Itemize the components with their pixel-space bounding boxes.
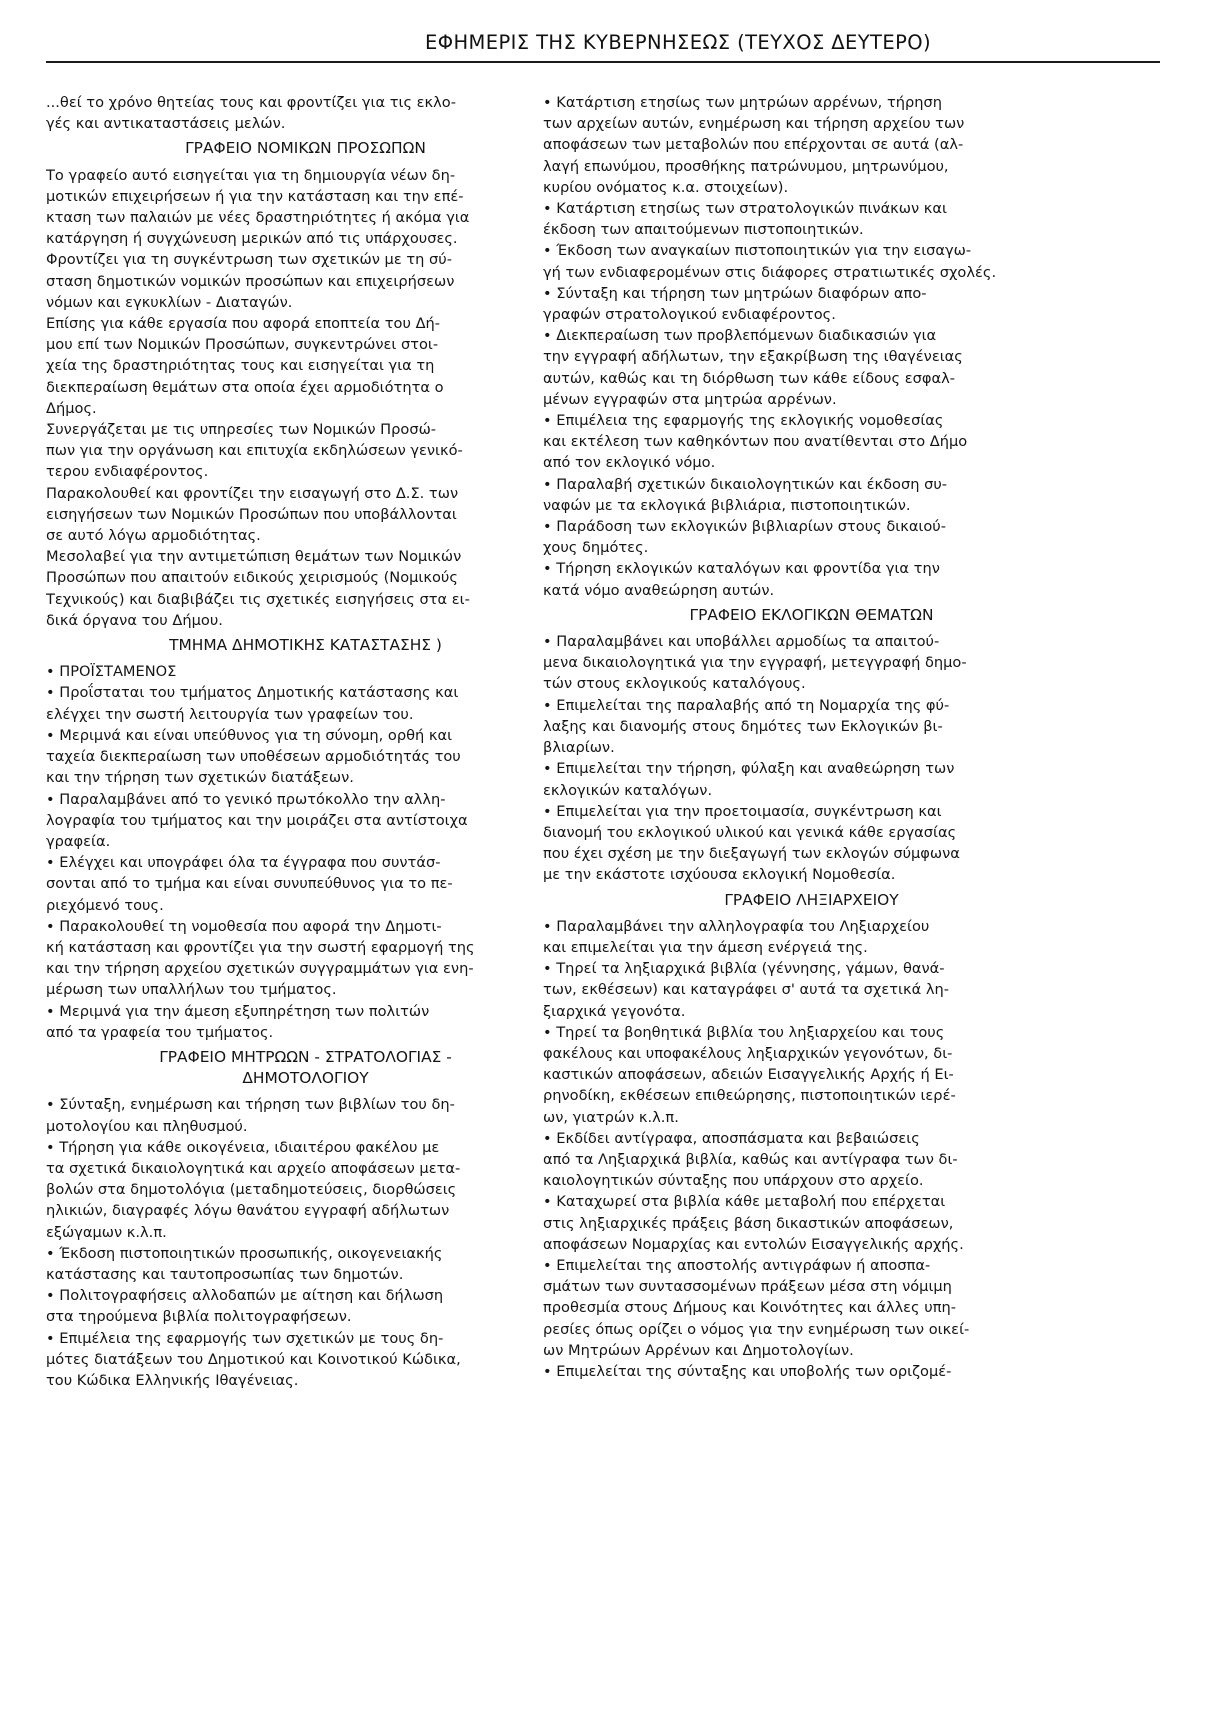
text-line: που έχει σχέση με την διεξαγωγή των εκλογών σύμφωνα — [543, 845, 960, 863]
section-heading: ΤΜΗΜΑ ΔΗΜΟΤΙΚΗΣ ΚΑΤΑΣΤΑΣΗΣ ) — [169, 636, 442, 655]
text-line: • Παραλαμβάνει από το γενικό πρωτόκολλο την αλλη- — [46, 790, 446, 808]
text-line: τών στους εκλογικούς καταλόγους. — [543, 675, 806, 693]
text-line: ελέγχει την σωστή λειτουργία των γραφείων του. — [46, 705, 414, 723]
text-line: καστικών αποφάσεων, αδειών Εισαγγελικής Αρχής ή Ει- — [543, 1066, 954, 1084]
text-line: αυτών, καθώς και τη διόρθωση των κάθε είδους εσφαλ- — [543, 369, 955, 387]
text-line: γραφών στρατολογικού ενδιαφέροντος. — [543, 306, 836, 324]
text-line: γές και αντικαταστάσεις μελών. — [46, 115, 286, 133]
text-line: ρεσίες όπως ορίζει ο νόμος για την ενημέρωση των οικεί- — [543, 1320, 970, 1338]
text-line: κατάργηση ή συγχώνευση μερικών από τις υπάρχουσες. — [46, 230, 458, 248]
text-line: Το γραφείο αυτό εισηγείται για τη δημιουργία νέων δη- — [46, 166, 456, 184]
text-line: Τεχνικούς) και διαβιβάζει τις σχετικές εισηγήσεις στα ει- — [46, 590, 470, 608]
text-line: σταση δημοτικών νομικών προσώπων και επιχειρήσεων — [46, 272, 455, 290]
text-line: εκλογικών καταλόγων. — [543, 781, 713, 799]
text-line: του Κώδικα Ελληνικής Ιθαγένειας. — [46, 1371, 299, 1389]
text-line: με την εκάστοτε ισχύουσα εκλογική Νομοθεσία. — [543, 866, 896, 884]
text-line: κατάστασης και ταυτοπροσωπίας των δημοτών. — [46, 1265, 404, 1283]
text-line: εισηγήσεων των Νομικών Προσώπων που υποβάλλονται — [46, 505, 457, 523]
text-line: ...θεί το χρόνο θητείας τους και φροντίζει για τις εκλο- — [46, 94, 456, 111]
text-line: κατά νόμο αναθεώρηση αυτών. — [543, 581, 775, 599]
text-line: και εκτέλεση των καθηκόντων που ανατίθενται στο Δήμο — [543, 433, 968, 451]
text-line: και επιμελείται για την άμεση ενέργειά της. — [543, 938, 868, 956]
text-line: από τον εκλογικό νόμο. — [543, 454, 716, 472]
text-line: μοτικών επιχειρήσεων ή για την κατάσταση και την επέ- — [46, 187, 464, 205]
text-line: • Παραλαμβάνει την αλληλογραφία του Ληξιαρχείου — [543, 917, 930, 935]
text-line: γή των ενδιαφερομένων στις διάφορες στρατιωτικές σχολές. — [543, 263, 997, 281]
text-line: • Παρακολουθεί τη νομοθεσία που αφορά την Δημοτι- — [46, 917, 442, 935]
text-line: νόμων και εγκυκλίων - Διαταγών. — [46, 293, 293, 311]
gazette-title: ΕΦΗΜΕΡΙΣ ΤΗΣ ΚΥΒΕΡΝΗΣΕΩΣ (ΤΕΥΧΟΣ ΔΕΥΤΕΡΟ) — [425, 31, 931, 54]
text-line: τερου ενδιαφέροντος. — [46, 463, 209, 481]
text-line: • Διεκπεραίωση των προβλεπόμενων διαδικασιών για — [543, 327, 937, 345]
text-line: διεκπεραίωση θεμάτων στα οποία έχει αρμοδιότητα ο — [46, 378, 444, 396]
text-line: • Μεριμνά για την άμεση εξυπηρέτηση των πολιτών — [46, 1002, 430, 1020]
text-line: Φροντίζει για τη συγκέντρωση των σχετικών με τη σύ- — [46, 251, 452, 269]
text-line: αποφάσεων των μεταβολών που επέρχονται σε αυτά (αλ- — [543, 136, 964, 154]
text-line: • Τηρεί τα ληξιαρχικά βιβλία (γέννησης, γάμων, θανά- — [543, 960, 945, 978]
text-line: • Σύνταξη και τήρηση των μητρώων διαφόρων απο- — [543, 284, 927, 302]
text-line: μενα δικαιολογητικά για την εγγραφή, μετεγγραφή δημο- — [543, 654, 967, 672]
text-line: λαξης και διανομής στους δημότες των Εκλογικών βι- — [543, 717, 943, 735]
text-line: • Κατάρτιση ετησίως των στρατολογικών πινάκων και — [543, 200, 947, 218]
text-line: ρηνοδίκη, εκθέσεων επιθεώρησης, πιστοποιητικών ιερέ- — [543, 1087, 956, 1105]
text-line: ξιαρχικά γεγονότα. — [543, 1002, 686, 1020]
text-line: εξώγαμων κ.λ.π. — [46, 1223, 167, 1241]
text-line: δικά όργανα του Δήμου. — [46, 611, 223, 629]
text-line: Προσώπων που απαιτούν ειδικούς χειρισμούς (Νομικούς — [46, 569, 458, 587]
text-line: και την τήρηση αρχείου σχετικών συγγραμμάτων για ενη- — [46, 960, 474, 978]
text-line: στις ληξιαρχικές πράξεις βάση δικαστικών αποφάσεων, — [543, 1214, 954, 1232]
text-line: Συνεργάζεται με τις υπηρεσίες των Νομικών Προσώ- — [46, 421, 437, 439]
text-line: • Επιμελείται της παραλαβής από τη Νομαρχία της φύ- — [543, 696, 950, 714]
text-line: Παρακολουθεί και φροντίζει την εισαγωγή στο Δ.Σ. των — [46, 484, 459, 502]
text-line: • Παραλαβή σχετικών δικαιολογητικών και έκδοση συ- — [543, 475, 948, 493]
text-line: • Τήρηση για κάθε οικογένεια, ιδιαιτέρου φακέλου με — [46, 1138, 440, 1156]
text-line: ων, γιατρών κ.λ.π. — [543, 1108, 679, 1126]
text-line: έκδοση των απαιτούμενων πιστοποιητικών. — [543, 221, 864, 239]
text-line: κή κατάσταση και φροντίζει για την σωστή εφαρμογή της — [46, 938, 475, 956]
text-line: • Παραλαμβάνει και υποβάλλει αρμοδίως τα απαιτού- — [543, 633, 940, 651]
text-line: • Επιμελείται για την προετοιμασία, συγκέντρωση και — [543, 802, 942, 820]
text-line: σμάτων των συντασσομένων πράξεων μέσα στη νόμιμη — [543, 1278, 952, 1296]
text-line: καιολογητικών σύνταξης που υπάρχουν στο αρχείο. — [543, 1172, 924, 1190]
section-heading: ΓΡΑΦΕΙΟ ΕΚΛΟΓΙΚΩΝ ΘΕΜΑΤΩΝ — [689, 605, 934, 624]
text-line: των, εκθέσεων) και καταγράφει σ' αυτά τα σχετικά λη- — [543, 981, 949, 999]
text-line: φακέλους και υποφακέλους ληξιαρχικών γεγονότων, δι- — [543, 1044, 953, 1062]
text-line: προθεσμία στους Δήμους και Κοινότητες και άλλες υπη- — [543, 1299, 956, 1317]
section-heading: ΓΡΑΦΕΙΟ ΛΗΞΙΑΡΧΕΙΟΥ — [724, 890, 899, 909]
page-header — [0, 0, 1206, 60]
text-line: βλιαρίων. — [543, 739, 615, 757]
text-line: αποφάσεων Νομαρχίας και εντολών Εισαγγελικής αρχής. — [543, 1235, 964, 1253]
text-line: • Καταχωρεί στα βιβλία κάθε μεταβολή που επέρχεται — [543, 1193, 946, 1211]
text-line: • Επιμέλεια της εφαρμογής των σχετικών με τους δη- — [46, 1329, 444, 1347]
text-line: την εγγραφή αδήλωτων, την εξακρίβωση της ιθαγένειας — [543, 348, 963, 366]
text-line: • Επιμέλεια της εφαρμογής της εκλογικής νομοθεσίας — [543, 412, 944, 430]
text-line: Επίσης για κάθε εργασία που αφορά εποπτεία του Δή- — [46, 315, 441, 333]
text-line: • Έκδοση των αναγκαίων πιστοποιητικών για την εισαγω- — [543, 242, 972, 260]
section-heading: ΓΡΑΦΕΙΟ ΜΗΤΡΩΩΝ - ΣΤΡΑΤΟΛΟΓΙΑΣ - — [159, 1047, 452, 1066]
text-line: • Ελέγχει και υπογράφει όλα τα έγγραφα που συντάσ- — [46, 854, 441, 872]
text-line: σε αυτό λόγω αρμοδιότητας. — [46, 527, 261, 545]
text-line: ων Μητρώων Αρρένων και Δημοτολογίων. — [543, 1341, 854, 1359]
text-line: • Τήρηση εκλογικών καταλόγων και φροντίδα για την — [543, 560, 940, 578]
text-line: • Μεριμνά και είναι υπεύθυνος για τη σύνομη, ορθή και — [46, 726, 453, 744]
text-line: • Κατάρτιση ετησίως των μητρώων αρρένων, τήρηση — [543, 94, 943, 111]
text-line: σονται από το τμήμα και είναι συνυπεύθυνος για το πε- — [46, 875, 453, 893]
text-line: από τα Ληξιαρχικά βιβλία, καθώς και αντίγραφα των δι- — [543, 1150, 958, 1168]
text-line: λογραφία του τμήματος και την μοιράζει στα αντίστοιχα — [46, 811, 468, 829]
text-line: • Επιμελείται της σύνταξης και υποβολής των οριζομέ- — [543, 1362, 952, 1380]
text-line: από τα γραφεία του τμήματος. — [46, 1023, 274, 1041]
left-column — [46, 92, 565, 1692]
header-rule — [46, 61, 1160, 63]
text-line: ναφών με τα εκλογικά βιβλιάρια, πιστοποιητικών. — [543, 496, 911, 514]
text-line: • Προΐσταται του τμήματος Δημοτικής κατάστασης και — [46, 684, 459, 702]
text-line: κταση των παλαιών με νέες δραστηριότητες ή ακόμα για — [46, 209, 470, 227]
section-heading: ΓΡΑΦΕΙΟ ΝΟΜΙΚΩΝ ΠΡΟΣΩΠΩΝ — [185, 139, 426, 158]
text-line: τα σχετικά δικαιολογητικά και αρχείο αποφάσεων μετα- — [46, 1159, 461, 1177]
text-line: χεία της δραστηριότητας τους και εισηγείται για τη — [46, 357, 435, 375]
text-line: • Τηρεί τα βοηθητικά βιβλία του ληξιαρχείου και τους — [543, 1023, 945, 1041]
text-line: μότες διατάξεων του Δημοτικού και Κοινοτικού Κώδικα, — [46, 1350, 461, 1368]
text-line: ριεχόμενό τους. — [46, 896, 164, 914]
text-line: • Σύνταξη, ενημέρωση και τήρηση των βιβλίων του δη- — [46, 1096, 455, 1114]
right-column — [543, 92, 1080, 1692]
text-line: μου επί των Νομικών Προσώπων, συγκεντρώνει στοι- — [46, 336, 439, 354]
text-line: και την τήρηση των σχετικών διατάξεων. — [46, 769, 354, 787]
text-line: Μεσολαβεί για την αντιμετώπιση θεμάτων των Νομικών — [46, 548, 462, 566]
text-line: βολών στα δημοτολόγια (μεταδημοτεύσεις, διορθώσεις — [46, 1181, 457, 1199]
text-line: κυρίου ονόματος κ.α. στοιχείων). — [543, 178, 789, 196]
text-line: • Πολιτογραφήσεις αλλοδαπών με αίτηση και δήλωση — [46, 1287, 444, 1305]
text-line: γραφεία. — [46, 832, 111, 850]
text-line: • ΠΡΟΪΣΤΑΜΕΝΟΣ — [46, 663, 177, 681]
text-line: χους δημότες. — [543, 539, 649, 557]
text-line: διανομή του εκλογικού υλικού και γενικά κάθε εργασίας — [543, 823, 957, 841]
text-line: στα τηρούμενα βιβλία πολιτογραφήσεων. — [46, 1308, 352, 1326]
text-line: των αρχείων αυτών, ενημέρωση και τήρηση αρχείου των — [543, 115, 965, 133]
text-line: λαγή επωνύμου, προσθήκης πατρώνυμου, μητρωνύμου, — [543, 157, 949, 175]
text-line: • Επιμελείται την τήρηση, φύλαξη και αναθεώρηση των — [543, 760, 955, 778]
text-line: πων για την οργάνωση και επιτυχία εκδηλώσεων γενικό- — [46, 442, 463, 460]
text-line: • Εκδίδει αντίγραφα, αποσπάσματα και βεβαιώσεις — [543, 1129, 920, 1147]
text-line: μέρωση των υπαλλήλων του τμήματος. — [46, 981, 337, 999]
text-line: Δήμος. — [46, 399, 97, 417]
text-line: ηλικιών, διαγραφές λόγω θανάτου εγγραφή αδήλωτων — [46, 1202, 450, 1220]
text-line: μένων εγγραφών στα μητρώα αρρένων. — [543, 390, 837, 408]
text-line: • Επιμελείται της αποστολής αντιγράφων ή αποσπα- — [543, 1256, 931, 1274]
section-heading-continued: ΔΗΜΟΤΟΛΟΓΙΟΥ — [242, 1069, 369, 1088]
text-line: • Παράδοση των εκλογικών βιβλιαρίων στους δικαιού- — [543, 518, 947, 536]
text-line: ταχεία διεκπεραίωση των υποθέσεων αρμοδιότητάς του — [46, 748, 461, 766]
text-line: • Έκδοση πιστοποιητικών προσωπικής, οικογενειακής — [46, 1244, 443, 1262]
text-line: μοτολογίου και πληθυσμού. — [46, 1117, 248, 1135]
